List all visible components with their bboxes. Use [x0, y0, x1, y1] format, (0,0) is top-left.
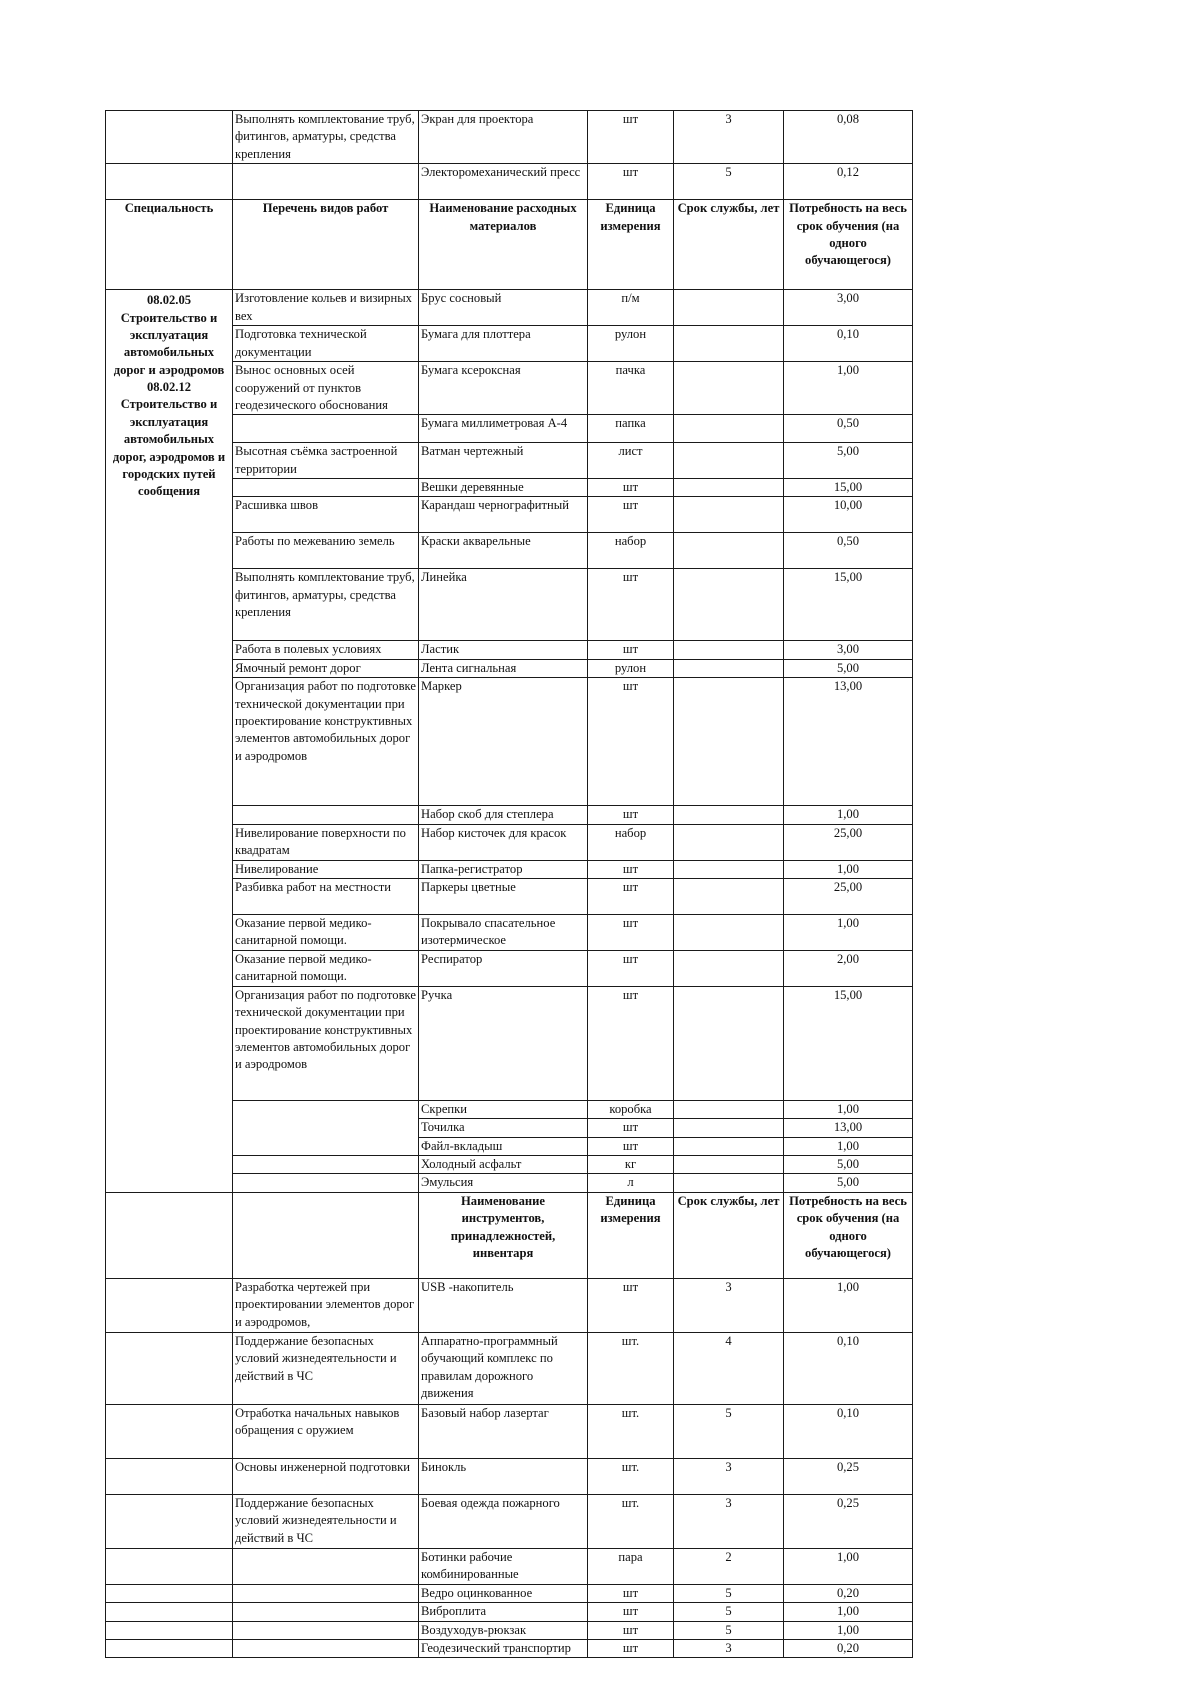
work-cell: Оказание первой медико-санитарной помощи. — [233, 914, 419, 950]
specialty-cell — [106, 1603, 233, 1621]
life-cell: 5 — [674, 1621, 784, 1639]
unit-cell: шт. — [588, 1404, 674, 1458]
life-cell — [674, 1156, 784, 1174]
work-cell — [233, 806, 419, 824]
work-cell — [233, 1639, 419, 1657]
need-cell: 1,00 — [784, 1603, 913, 1621]
unit-cell: шт — [588, 878, 674, 914]
header-material: Наименование инструментов, принадлежностей, инвентаря — [419, 1192, 588, 1278]
table-row — [106, 1458, 913, 1494]
material-cell: Брус сосновый — [419, 290, 588, 326]
work-cell: Высотная съёмка застроенной территории — [233, 443, 419, 479]
life-cell — [674, 415, 784, 443]
specialty-cell — [106, 1548, 233, 1584]
need-cell: 0,20 — [784, 1584, 913, 1602]
need-cell: 0,20 — [784, 1639, 913, 1657]
header-specialty: Специальность — [106, 200, 233, 290]
need-cell: 13,00 — [784, 1119, 913, 1137]
header-unit: Единица измерения — [588, 200, 674, 290]
unit-cell: рулон — [588, 659, 674, 677]
material-cell: Краски акварельные — [419, 533, 588, 569]
need-cell: 1,00 — [784, 1548, 913, 1584]
material-cell: Ластик — [419, 641, 588, 659]
unit-cell: шт — [588, 497, 674, 533]
need-cell: 5,00 — [784, 1156, 913, 1174]
need-cell: 0,25 — [784, 1494, 913, 1548]
work-cell — [233, 1548, 419, 1584]
need-cell: 1,00 — [784, 860, 913, 878]
unit-cell: рулон — [588, 326, 674, 362]
need-cell: 15,00 — [784, 569, 913, 641]
need-cell: 0,10 — [784, 1332, 913, 1404]
specialty-cell — [106, 1192, 233, 1278]
unit-cell: шт — [588, 806, 674, 824]
life-cell — [674, 443, 784, 479]
life-cell — [674, 1174, 784, 1192]
specialty-cell — [106, 1639, 233, 1657]
unit-cell: шт. — [588, 1332, 674, 1404]
unit-cell: шт — [588, 1639, 674, 1657]
materials-table-sheet — [105, 110, 913, 1658]
work-cell: Выполнять комплектование труб, фитингов, арматуры, средства крепления — [233, 569, 419, 641]
specialty-cell — [106, 1584, 233, 1602]
need-cell: 3,00 — [784, 290, 913, 326]
life-cell: 3 — [674, 1639, 784, 1657]
unit-cell: шт — [588, 860, 674, 878]
work-cell: Подготовка технической документации — [233, 326, 419, 362]
need-cell: 15,00 — [784, 479, 913, 497]
unit-cell: пара — [588, 1548, 674, 1584]
work-cell: Ямочный ремонт дорог — [233, 659, 419, 677]
need-cell: 25,00 — [784, 878, 913, 914]
life-cell: 3 — [674, 111, 784, 164]
work-cell — [233, 415, 419, 443]
material-cell: Базовый набор лазертаг — [419, 1404, 588, 1458]
header-material: Наименование расходных материалов — [419, 200, 588, 290]
need-cell: 2,00 — [784, 950, 913, 986]
material-cell: Лента сигнальная — [419, 659, 588, 677]
unit-cell: шт — [588, 1119, 674, 1137]
material-cell: Скрепки — [419, 1100, 588, 1118]
material-cell: Ведро оцинкованное — [419, 1584, 588, 1602]
life-cell: 5 — [674, 1404, 784, 1458]
material-cell: Геодезический транспортир — [419, 1639, 588, 1657]
life-cell — [674, 950, 784, 986]
unit-cell: шт — [588, 1584, 674, 1602]
material-cell: Файл-вкладыш — [419, 1137, 588, 1155]
need-cell: 1,00 — [784, 1621, 913, 1639]
table-row — [106, 1584, 913, 1602]
material-cell: Ручка — [419, 986, 588, 1100]
table-row — [106, 1548, 913, 1584]
unit-cell: набор — [588, 824, 674, 860]
life-cell — [674, 290, 784, 326]
life-cell: 4 — [674, 1332, 784, 1404]
work-cell: Основы инженерной подготовки — [233, 1458, 419, 1494]
need-cell: 1,00 — [784, 1137, 913, 1155]
need-cell: 1,00 — [784, 1100, 913, 1118]
life-cell — [674, 824, 784, 860]
life-cell — [674, 878, 784, 914]
need-cell: 0,12 — [784, 164, 913, 200]
unit-cell: шт — [588, 479, 674, 497]
unit-cell: шт — [588, 1621, 674, 1639]
specialty-cell — [106, 1278, 233, 1332]
unit-cell: п/м — [588, 290, 674, 326]
work-cell — [233, 1156, 419, 1174]
materials-table — [105, 110, 913, 1658]
material-cell: Набор кисточек для красок — [419, 824, 588, 860]
life-cell — [674, 479, 784, 497]
material-cell: Ватман чертежный — [419, 443, 588, 479]
material-cell: Аппаратно-программный обучающий комплекс по правилам дорожного движения — [419, 1332, 588, 1404]
life-cell — [674, 1137, 784, 1155]
material-cell: Экран для проектора — [419, 111, 588, 164]
material-cell: Точилка — [419, 1119, 588, 1137]
need-cell: 0,50 — [784, 533, 913, 569]
need-cell: 0,10 — [784, 326, 913, 362]
work-cell — [233, 1621, 419, 1639]
life-cell: 5 — [674, 1603, 784, 1621]
need-cell: 3,00 — [784, 641, 913, 659]
life-cell — [674, 860, 784, 878]
header-need: Потребность на весь срок обучения (на одного обучающегося) — [784, 200, 913, 290]
unit-cell: шт — [588, 914, 674, 950]
header-unit: Единица измерения — [588, 1192, 674, 1278]
table-row — [106, 1603, 913, 1621]
life-cell — [674, 1119, 784, 1137]
unit-cell: шт — [588, 678, 674, 806]
work-cell: Отработка начальных навыков обращения с оружием — [233, 1404, 419, 1458]
specialty-cell — [106, 1404, 233, 1458]
work-cell: Работа в полевых условиях — [233, 641, 419, 659]
need-cell: 0,25 — [784, 1458, 913, 1494]
material-cell: Боевая одежда пожарного — [419, 1494, 588, 1548]
life-cell: 5 — [674, 1584, 784, 1602]
header-life: Срок службы, лет — [674, 1192, 784, 1278]
specialty-cell — [106, 111, 233, 164]
unit-cell: шт — [588, 1278, 674, 1332]
life-cell — [674, 326, 784, 362]
unit-cell: шт. — [588, 1494, 674, 1548]
header-work-blank — [233, 1192, 419, 1278]
work-cell — [233, 1137, 419, 1155]
specialty-cell — [106, 1621, 233, 1639]
unit-cell: шт. — [588, 1458, 674, 1494]
material-cell: Бумага миллиметровая А-4 — [419, 415, 588, 443]
table-row — [106, 1332, 913, 1404]
need-cell: 15,00 — [784, 986, 913, 1100]
work-cell: Выполнять комплектование труб, фитингов, арматуры, средства крепления — [233, 111, 419, 164]
need-cell: 1,00 — [784, 362, 913, 415]
need-cell: 0,10 — [784, 1404, 913, 1458]
table-row — [106, 290, 913, 326]
material-cell: Виброплита — [419, 1603, 588, 1621]
material-cell: Воздуходув-рюкзак — [419, 1621, 588, 1639]
material-cell: Респиратор — [419, 950, 588, 986]
unit-cell: шт — [588, 641, 674, 659]
need-cell: 5,00 — [784, 443, 913, 479]
table-row — [106, 1278, 913, 1332]
specialty-cell: 08.02.05 Строительство и эксплуатация автомобильных дорог и аэродромов 08.02.12 Строительство и эксплуатация автомобильных дорог, аэродромов и городских путей сообщения — [106, 290, 233, 1193]
material-cell: Эмульсия — [419, 1174, 588, 1192]
work-cell — [233, 479, 419, 497]
work-cell — [233, 1584, 419, 1602]
table-row — [106, 111, 913, 164]
need-cell: 10,00 — [784, 497, 913, 533]
unit-cell: кг — [588, 1156, 674, 1174]
work-cell — [233, 1119, 419, 1137]
unit-cell: папка — [588, 415, 674, 443]
material-cell: Линейка — [419, 569, 588, 641]
life-cell: 3 — [674, 1278, 784, 1332]
need-cell: 0,08 — [784, 111, 913, 164]
need-cell: 13,00 — [784, 678, 913, 806]
material-cell: Набор скоб для степлера — [419, 806, 588, 824]
work-cell — [233, 1100, 419, 1118]
material-cell: Вешки деревянные — [419, 479, 588, 497]
life-cell — [674, 569, 784, 641]
need-cell: 1,00 — [784, 914, 913, 950]
unit-cell: шт — [588, 164, 674, 200]
material-cell: Бумага ксероксная — [419, 362, 588, 415]
table-row — [106, 1621, 913, 1639]
work-cell: Разбивка работ на местности — [233, 878, 419, 914]
table-row — [106, 164, 913, 200]
life-cell — [674, 986, 784, 1100]
life-cell: 5 — [674, 164, 784, 200]
specialty-cell — [106, 164, 233, 200]
table-header-row — [106, 200, 913, 290]
work-cell: Поддержание безопасных условий жизнедеятельности и действий в ЧС — [233, 1494, 419, 1548]
unit-cell: лист — [588, 443, 674, 479]
header-need: Потребность на весь срок обучения (на одного обучающегося) — [784, 1192, 913, 1278]
table-row — [106, 1494, 913, 1548]
life-cell: 3 — [674, 1458, 784, 1494]
table-header-row — [106, 1192, 913, 1278]
work-cell: Поддержание безопасных условий жизнедеятельности и действий в ЧС — [233, 1332, 419, 1404]
need-cell: 5,00 — [784, 659, 913, 677]
work-cell: Организация работ по подготовке технической документации при проектирование конструктивных элементов автомобильных дорог и аэродромов — [233, 678, 419, 806]
unit-cell: коробка — [588, 1100, 674, 1118]
unit-cell: шт — [588, 950, 674, 986]
need-cell: 1,00 — [784, 1278, 913, 1332]
material-cell: Маркер — [419, 678, 588, 806]
material-cell: Карандаш чернографитный — [419, 497, 588, 533]
material-cell: Бумага для плоттера — [419, 326, 588, 362]
work-cell: Вынос основных осей сооружений от пунктов геодезического обоснования — [233, 362, 419, 415]
unit-cell: шт — [588, 1137, 674, 1155]
table-row — [106, 1404, 913, 1458]
specialty-cell — [106, 1458, 233, 1494]
unit-cell: пачка — [588, 362, 674, 415]
unit-cell: шт — [588, 569, 674, 641]
need-cell: 25,00 — [784, 824, 913, 860]
life-cell — [674, 678, 784, 806]
life-cell: 2 — [674, 1548, 784, 1584]
need-cell: 1,00 — [784, 806, 913, 824]
work-cell: Организация работ по подготовке технической документации при проектирование конструктивных элементов автомобильных дорог и аэродромов — [233, 986, 419, 1100]
unit-cell: шт — [588, 986, 674, 1100]
need-cell: 5,00 — [784, 1174, 913, 1192]
specialty-cell — [106, 1494, 233, 1548]
need-cell: 0,50 — [784, 415, 913, 443]
materials-table-body — [106, 111, 913, 1658]
life-cell: 3 — [674, 1494, 784, 1548]
material-cell: USB -накопитель — [419, 1278, 588, 1332]
unit-cell: шт — [588, 111, 674, 164]
material-cell: Электоромеханический пресс — [419, 164, 588, 200]
work-cell: Оказание первой медико-санитарной помощи. — [233, 950, 419, 986]
life-cell — [674, 641, 784, 659]
life-cell — [674, 806, 784, 824]
work-cell: Разработка чертежей при проектировании элементов дорог и аэродромов, — [233, 1278, 419, 1332]
work-cell: Нивелирование — [233, 860, 419, 878]
unit-cell: шт — [588, 1603, 674, 1621]
material-cell: Покрывало спасательное изотермическое — [419, 914, 588, 950]
work-cell: Изготовление кольев и визирных вех — [233, 290, 419, 326]
life-cell — [674, 1100, 784, 1118]
work-cell: Работы по межеванию земель — [233, 533, 419, 569]
work-cell — [233, 1174, 419, 1192]
material-cell: Паркеры цветные — [419, 878, 588, 914]
work-cell — [233, 164, 419, 200]
unit-cell: л — [588, 1174, 674, 1192]
header-life: Срок службы, лет — [674, 200, 784, 290]
material-cell: Папка-регистратор — [419, 860, 588, 878]
table-row — [106, 1639, 913, 1657]
material-cell: Бинокль — [419, 1458, 588, 1494]
material-cell: Ботинки рабочие комбинированные — [419, 1548, 588, 1584]
life-cell — [674, 659, 784, 677]
life-cell — [674, 362, 784, 415]
unit-cell: набор — [588, 533, 674, 569]
material-cell: Холодный асфальт — [419, 1156, 588, 1174]
life-cell — [674, 497, 784, 533]
work-cell: Расшивка швов — [233, 497, 419, 533]
work-cell: Нивелирование поверхности по квадратам — [233, 824, 419, 860]
specialty-cell — [106, 1332, 233, 1404]
life-cell — [674, 914, 784, 950]
header-work: Перечень видов работ — [233, 200, 419, 290]
life-cell — [674, 533, 784, 569]
work-cell — [233, 1603, 419, 1621]
